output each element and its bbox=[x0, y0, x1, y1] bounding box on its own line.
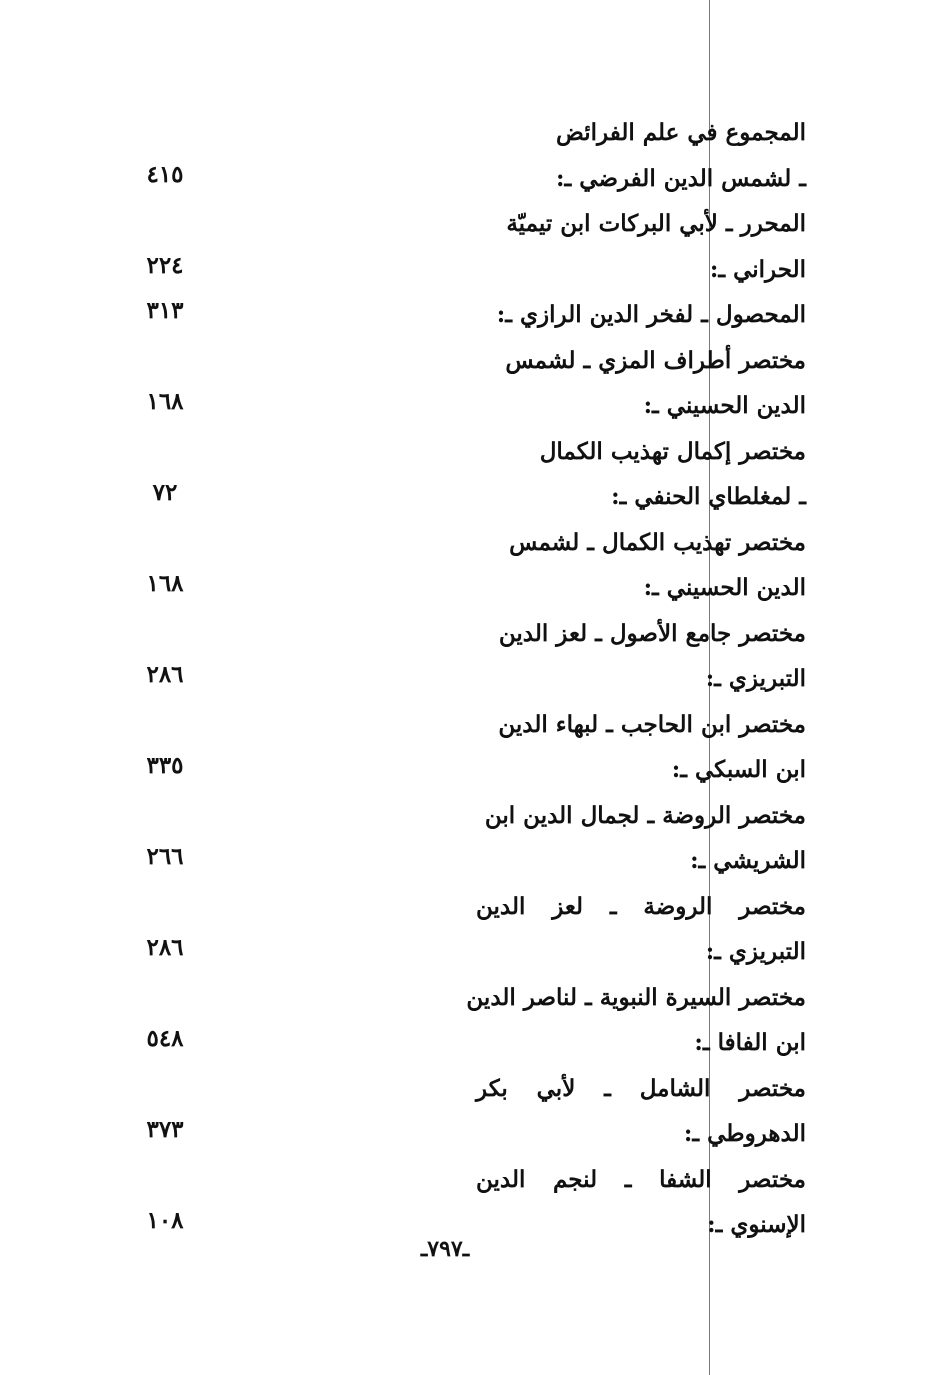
entry-title-text: ابن السبكي ـ: bbox=[671, 756, 806, 783]
index-entry-line bbox=[0, 658, 941, 704]
entry-title-text: مختصر تهذيب الكمال ـ لشمس bbox=[509, 528, 806, 556]
entry-title-text: ـ لمغلطاي الحنفي ـ: bbox=[611, 483, 806, 510]
index-entry-line bbox=[0, 1159, 941, 1205]
index-entry-line bbox=[0, 294, 941, 340]
entry-title-text: المحرر ـ لأبي البركات ابن تيميّة bbox=[506, 210, 806, 237]
entry-page-number: ٢٢٤ bbox=[146, 251, 184, 279]
index-entry-line bbox=[0, 567, 941, 613]
index-entry-line bbox=[0, 1068, 941, 1114]
entry-title-text: مختصر السيرة النبوية ـ لناصر الدين bbox=[466, 983, 806, 1011]
entry-title-text: الحراني ـ: bbox=[709, 255, 806, 283]
index-entry-line bbox=[0, 931, 941, 977]
index-entry-line bbox=[0, 249, 941, 295]
entry-title-text: الإسنوي ـ: bbox=[707, 1211, 806, 1238]
index-entry-line bbox=[0, 840, 941, 886]
entry-page-number: ١٦٨ bbox=[146, 388, 184, 415]
index-entry-line bbox=[0, 112, 941, 158]
entry-title-text: مختصر الشامل ـ لأبي بكر bbox=[476, 1074, 806, 1102]
index-entry-line bbox=[0, 704, 941, 750]
entry-title-text: الدهروطي ـ: bbox=[683, 1120, 806, 1147]
index-entry-line bbox=[0, 385, 941, 431]
index-entry-line bbox=[0, 476, 941, 522]
entry-page-number: ٢٦٦ bbox=[146, 843, 184, 870]
entry-title-text: الدين الحسيني ـ: bbox=[643, 574, 806, 601]
index-entry-line bbox=[0, 340, 941, 386]
entry-page-number: ٥٤٨ bbox=[146, 1025, 184, 1052]
entry-title-text: ابن الفافا ـ: bbox=[694, 1029, 806, 1056]
entry-page-number: ١٠٨ bbox=[146, 1207, 184, 1234]
entry-title-text: الشريشي ـ: bbox=[690, 847, 806, 874]
index-entry-line bbox=[0, 203, 941, 249]
entry-page-number: ٢٨٦ bbox=[146, 661, 184, 688]
entry-title-text: مختصر جامع الأصول ـ لعز الدين bbox=[498, 619, 806, 647]
index-entries-list bbox=[0, 112, 941, 1250]
entry-page-number: ٣٧٣ bbox=[146, 1116, 184, 1143]
index-entry-line bbox=[0, 749, 941, 795]
entry-title-text: التبريزي ـ: bbox=[705, 665, 806, 692]
index-entry-line bbox=[0, 613, 941, 659]
entry-title-text: مختصر الروضة ـ لعز الدين bbox=[476, 892, 806, 920]
entry-title-text: التبريزي ـ: bbox=[705, 938, 806, 965]
entry-title-text: مختصر أطراف المزي ـ لشمس bbox=[505, 346, 806, 374]
index-entry-line bbox=[0, 431, 941, 477]
entry-page-number: ٣٣٥ bbox=[146, 752, 184, 779]
entry-page-number: ٣١٣ bbox=[146, 297, 184, 324]
entry-page-number: ٢٨٦ bbox=[146, 934, 184, 961]
entry-title-text: المجموع في علم الفرائض bbox=[556, 119, 806, 146]
index-entry-line bbox=[0, 522, 941, 568]
index-entry-line bbox=[0, 1113, 941, 1159]
page-number-footer: ـ٧٩٧ـ bbox=[420, 1236, 470, 1262]
entry-page-number: ٤١٥ bbox=[146, 160, 184, 188]
entry-title-text: ـ لشمس الدين الفرضي ـ: bbox=[556, 164, 806, 192]
entry-title-text: الدين الحسيني ـ: bbox=[643, 392, 806, 419]
index-entry-line bbox=[0, 795, 941, 841]
entry-title-text: مختصر الروضة ـ لجمال الدين ابن bbox=[484, 801, 806, 829]
index-entry-line bbox=[0, 977, 941, 1023]
entry-title-text: مختصر ابن الحاجب ـ لبهاء الدين bbox=[498, 710, 806, 738]
entry-page-number: ١٦٨ bbox=[146, 570, 184, 597]
entry-title-text: مختصر الشفا ـ لنجم الدين bbox=[476, 1165, 806, 1193]
entry-page-number: ٧٢ bbox=[152, 479, 178, 506]
entry-title-text: مختصر إكمال تهذيب الكمال bbox=[539, 437, 806, 465]
index-entry-line bbox=[0, 158, 941, 204]
index-entry-line bbox=[0, 1022, 941, 1068]
entry-title-text: المحصول ـ لفخر الدين الرازي ـ: bbox=[496, 301, 806, 328]
index-entry-line bbox=[0, 886, 941, 932]
